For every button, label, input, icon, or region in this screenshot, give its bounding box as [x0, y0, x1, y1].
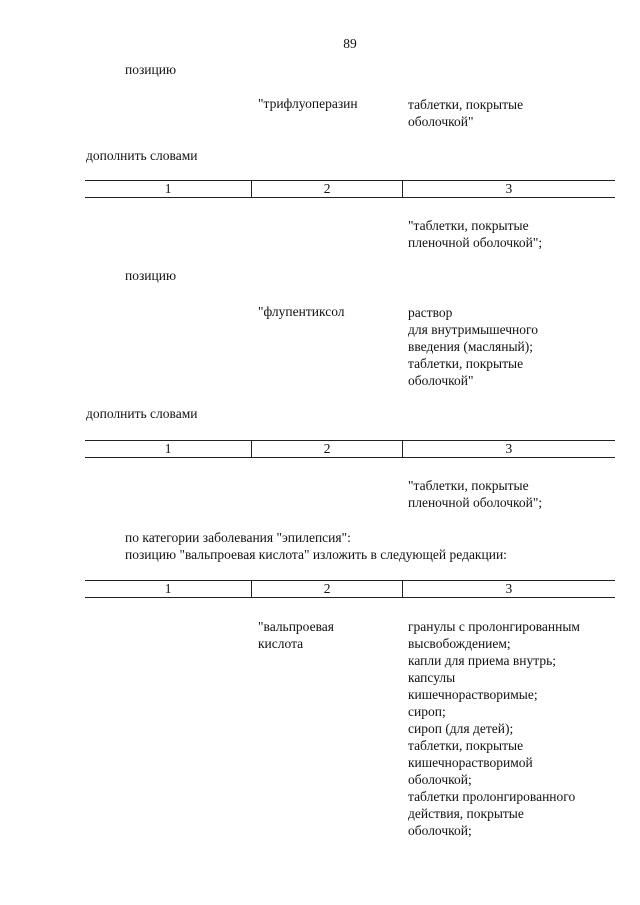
column-header: 3: [402, 181, 615, 198]
addition-text: "таблетки, покрытые пленочной оболочкой";: [408, 478, 543, 510]
supplement-label: дополнить словами: [86, 148, 198, 163]
column-header: 2: [252, 581, 402, 598]
dosage-form: таблетки, покрытые оболочкой": [408, 97, 524, 129]
column-header: 1: [85, 581, 252, 598]
position-label: позицию: [125, 268, 177, 283]
column-header: 3: [402, 441, 615, 458]
supplement-label: дополнить словами: [86, 406, 198, 421]
addition-text: "таблетки, покрытые пленочной оболочкой";: [408, 218, 543, 250]
dosage-form: раствор для внутримышечного введения (масляный); таблетки, покрытые оболочкой": [408, 305, 538, 388]
drug-name: "флупентиксол: [258, 304, 345, 319]
dosage-form: гранулы с пролонгированным высвобождением; капли для приема внутрь; капсулы кишечнорастворимые; сироп; сироп (для детей); таблетки, покрытые кишечнорастворимой оболочкой; таблетки пролонгированного действия, покрытые оболочкой;: [408, 619, 580, 838]
column-header: 3: [402, 581, 615, 598]
drug-name: "трифлуоперазин: [258, 96, 358, 111]
column-header-row: [85, 580, 615, 598]
column-header: 2: [252, 181, 402, 198]
column-header: 1: [85, 181, 252, 198]
column-header: 2: [252, 441, 402, 458]
column-header: 1: [85, 441, 252, 458]
position-label: позицию: [125, 62, 177, 77]
column-header-row: [85, 440, 615, 458]
page-number: 89: [343, 36, 357, 51]
column-header-row: [85, 180, 615, 198]
drug-name: "вальпроевая кислота: [258, 619, 334, 651]
category-intro: по категории заболевания "эпилепсия": позицию "вальпроевая кислота" изложить в следующей редакции:: [125, 530, 507, 562]
